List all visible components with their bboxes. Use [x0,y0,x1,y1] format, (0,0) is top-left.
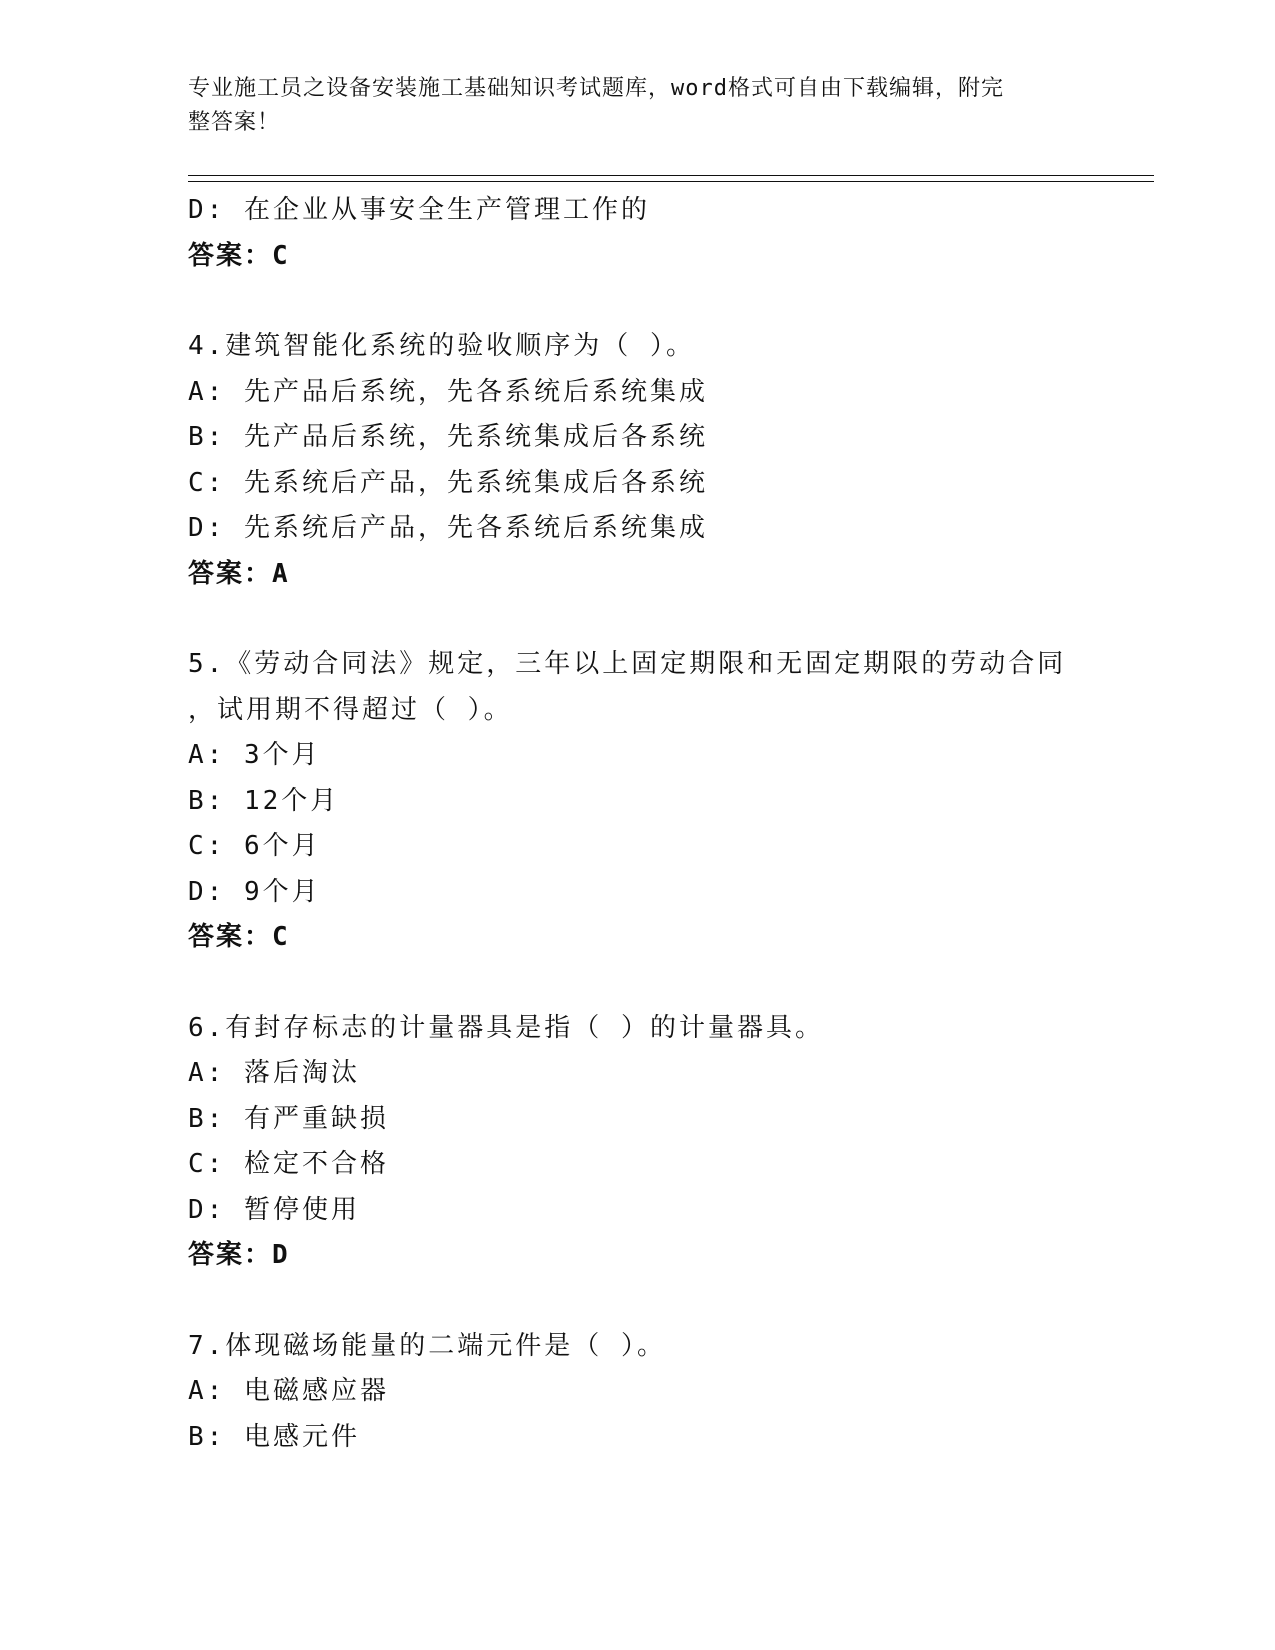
answer-label: 答案： [188,922,273,952]
header-rule-top [188,175,1154,176]
header-rule-bottom [188,181,1154,182]
document-header [188,72,1068,140]
option-b: B: 12个月 [188,785,340,816]
option-c: C: 检定不合格 [188,1149,389,1179]
answer-value: D [272,1240,290,1270]
answer-value: C [272,922,290,952]
answer-label: 答案： [188,1240,273,1270]
option-a: A: 先产品后系统，先各系统后系统集成 [188,376,708,407]
question-stem-continued: ，试用期不得超过（ ）。 [188,694,513,725]
question-stem: 7.体现磁场能量的二端元件是（ ）。 [188,1330,666,1361]
question-list [188,188,1148,1460]
question-4 [188,324,1148,597]
option-a: A: 电磁感应器 [188,1376,389,1406]
option-c: C: 6个月 [188,831,321,861]
option-b: B: 先产品后系统，先系统集成后各系统 [188,422,708,452]
answer-value: C [272,240,290,271]
answer [188,915,1148,961]
question-6 [188,1006,1148,1279]
option-b: B: 有严重缺损 [188,1103,389,1134]
answer [188,552,1148,598]
question-stem: 4.建筑智能化系统的验收顺序为（ ）。 [188,331,695,361]
question-5 [188,642,1148,961]
spacer [188,279,1148,324]
question-stem: 6.有封存标志的计量器具是指（ ）的计量器具。 [188,1012,824,1043]
spacer [188,961,1148,1006]
prev-option-d: D: 在企业从事安全生产管理工作的 [188,195,650,225]
spacer [188,597,1148,642]
header-line-2: 整答案！ [188,110,281,135]
spacer [188,1279,1148,1324]
option-d: D: 9个月 [188,876,321,907]
answer-label: 答案： [188,558,273,589]
option-a: A: 落后淘汰 [188,1058,360,1088]
question-7 [188,1324,1148,1461]
answer-label: 答案： [188,240,273,271]
question-stem: 5.《劳动合同法》规定，三年以上固定期限和无固定期限的劳动合同 [188,649,1067,679]
answer-value: A [272,558,290,589]
header-line-1: 专业施工员之设备安装施工基础知识考试题库，word格式可自由下载编辑，附完 [188,76,1004,101]
prev-answer [188,234,1148,280]
option-c: C: 先系统后产品，先系统集成后各系统 [188,467,708,498]
option-b: B: 电感元件 [188,1421,360,1452]
answer [188,1233,1148,1279]
option-d: D: 暂停使用 [188,1194,360,1225]
option-d: D: 先系统后产品，先各系统后系统集成 [188,513,708,543]
option-a: A: 3个月 [188,740,321,770]
